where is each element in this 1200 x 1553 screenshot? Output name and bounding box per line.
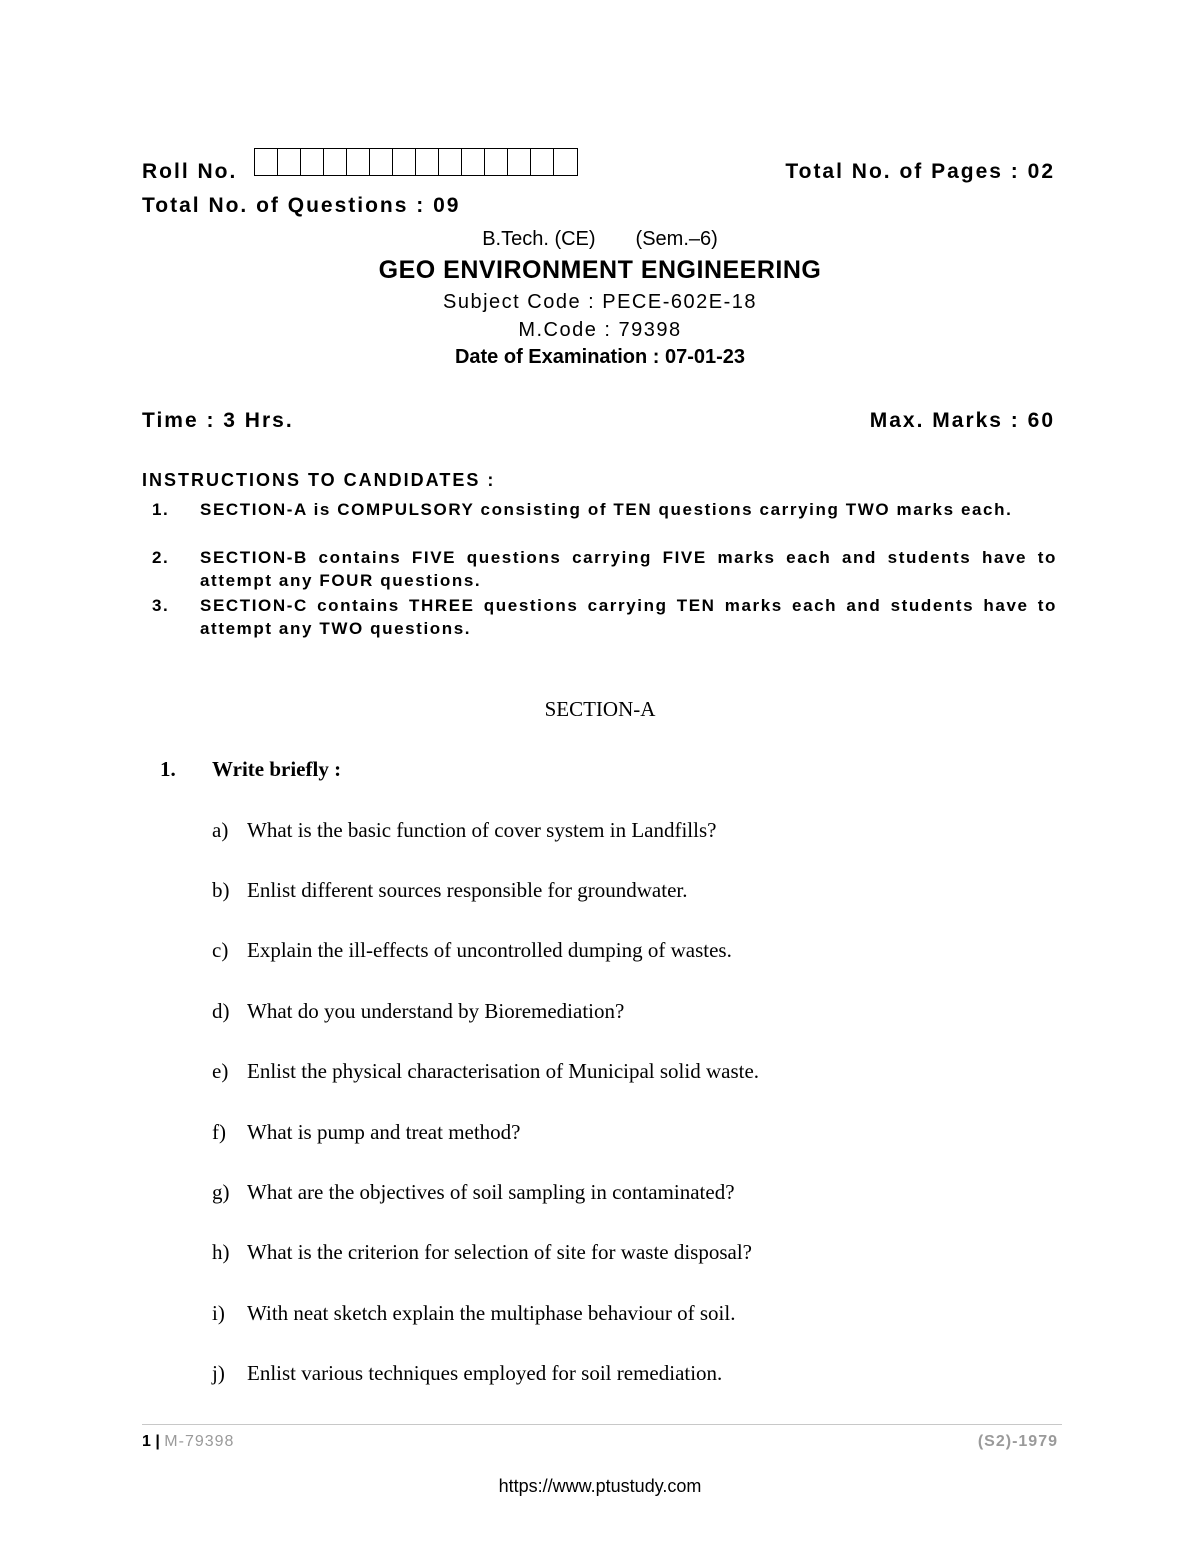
instruction-text: SECTION-C contains THREE questions carrying TEN marks each and students have to attempt any TWO questions. xyxy=(200,596,1057,638)
roll-digit-box[interactable] xyxy=(485,149,508,175)
item-text: Enlist various techniques employed for soil remediation. xyxy=(247,1361,723,1385)
item-text: What are the objectives of soil sampling in contaminated? xyxy=(247,1180,735,1204)
total-questions: Total No. of Questions : 09 xyxy=(142,194,461,217)
list-item xyxy=(212,878,688,903)
roll-digit-box[interactable] xyxy=(324,149,347,175)
instruction-number: 1. xyxy=(152,500,170,519)
roll-digit-box[interactable] xyxy=(462,149,485,175)
item-text: With neat sketch explain the multiphase behaviour of soil. xyxy=(247,1301,736,1325)
footer-code: M-79398 xyxy=(164,1433,235,1450)
exam-date: Date of Examination : 07-01-23 xyxy=(454,346,746,368)
roll-digit-box[interactable] xyxy=(531,149,554,175)
item-label: i) xyxy=(212,1301,225,1325)
footer-url[interactable]: https://www.ptustudy.com xyxy=(498,1476,702,1496)
roll-digit-box[interactable] xyxy=(416,149,439,175)
semester: (Sem.–6) xyxy=(635,228,718,250)
item-label: a) xyxy=(212,818,229,842)
section-title: SECTION-A xyxy=(544,697,656,721)
instruction-text: SECTION-A is COMPULSORY consisting of TEN questions carrying TWO marks each. xyxy=(200,500,1013,519)
roll-digit-box[interactable] xyxy=(508,149,531,175)
m-code: M.Code : 79398 xyxy=(518,319,682,341)
roll-digit-box[interactable] xyxy=(439,149,462,175)
instruction-number: 2. xyxy=(152,548,170,567)
time: Time : 3 Hrs. xyxy=(142,409,294,432)
question-text: Write briefly : xyxy=(212,757,342,781)
item-label: b) xyxy=(212,878,230,902)
roll-digit-box[interactable] xyxy=(370,149,393,175)
page-number: 1 xyxy=(142,1433,151,1450)
instruction-item xyxy=(152,498,1057,544)
item-text: Enlist the physical characterisation of Municipal solid waste. xyxy=(247,1059,760,1083)
roll-digit-box[interactable] xyxy=(554,149,577,175)
roll-digit-box[interactable] xyxy=(393,149,416,175)
item-text: What is pump and treat method? xyxy=(247,1120,521,1144)
item-text: What do you understand by Bioremediation? xyxy=(247,999,625,1023)
item-label: e) xyxy=(212,1059,229,1083)
list-item xyxy=(212,1180,735,1205)
course-line xyxy=(0,228,1200,251)
item-label: f) xyxy=(212,1120,226,1144)
footer-right-code: (S2)-1979 xyxy=(977,1433,1058,1450)
item-label: g) xyxy=(212,1180,230,1204)
footer-left xyxy=(142,1433,234,1451)
footer-separator: | xyxy=(155,1433,160,1450)
list-item xyxy=(212,938,732,963)
list-item xyxy=(212,1240,752,1265)
list-item xyxy=(212,1361,722,1386)
item-text: Enlist different sources responsible for groundwater. xyxy=(247,878,688,902)
item-label: h) xyxy=(212,1240,230,1264)
list-item xyxy=(212,1120,521,1145)
list-item xyxy=(212,999,624,1024)
footer-divider xyxy=(142,1424,1062,1425)
instruction-number: 3. xyxy=(152,596,170,615)
item-label: c) xyxy=(212,938,229,962)
item-text: What is the basic function of cover system in Landfills? xyxy=(247,818,717,842)
question-number: 1. xyxy=(160,757,176,781)
item-label: j) xyxy=(212,1361,225,1385)
roll-no-label: Roll No. xyxy=(142,160,238,183)
list-item xyxy=(212,818,716,843)
page-title: GEO ENVIRONMENT ENGINEERING xyxy=(378,256,822,284)
instructions-heading: INSTRUCTIONS TO CANDIDATES : xyxy=(142,470,496,490)
roll-number-boxes xyxy=(254,148,578,176)
instruction-text: SECTION-B contains FIVE questions carrying FIVE marks each and students have to attempt any FOUR questions. xyxy=(200,548,1057,590)
instruction-item xyxy=(152,594,1057,640)
roll-digit-box[interactable] xyxy=(301,149,324,175)
item-text: What is the criterion for selection of site for waste disposal? xyxy=(247,1240,753,1264)
item-text: Explain the ill-effects of uncontrolled dumping of wastes. xyxy=(247,938,732,962)
roll-digit-box[interactable] xyxy=(347,149,370,175)
roll-digit-box[interactable] xyxy=(255,149,278,175)
max-marks: Max. Marks : 60 xyxy=(869,409,1055,432)
list-item xyxy=(212,1059,759,1084)
instruction-item xyxy=(152,546,1057,592)
list-item xyxy=(212,1301,735,1326)
item-label: d) xyxy=(212,999,230,1023)
roll-digit-box[interactable] xyxy=(278,149,301,175)
subject-code: Subject Code : PECE-602E-18 xyxy=(443,291,757,313)
course: B.Tech. (CE) xyxy=(482,228,596,250)
total-pages: Total No. of Pages : 02 xyxy=(785,160,1055,183)
